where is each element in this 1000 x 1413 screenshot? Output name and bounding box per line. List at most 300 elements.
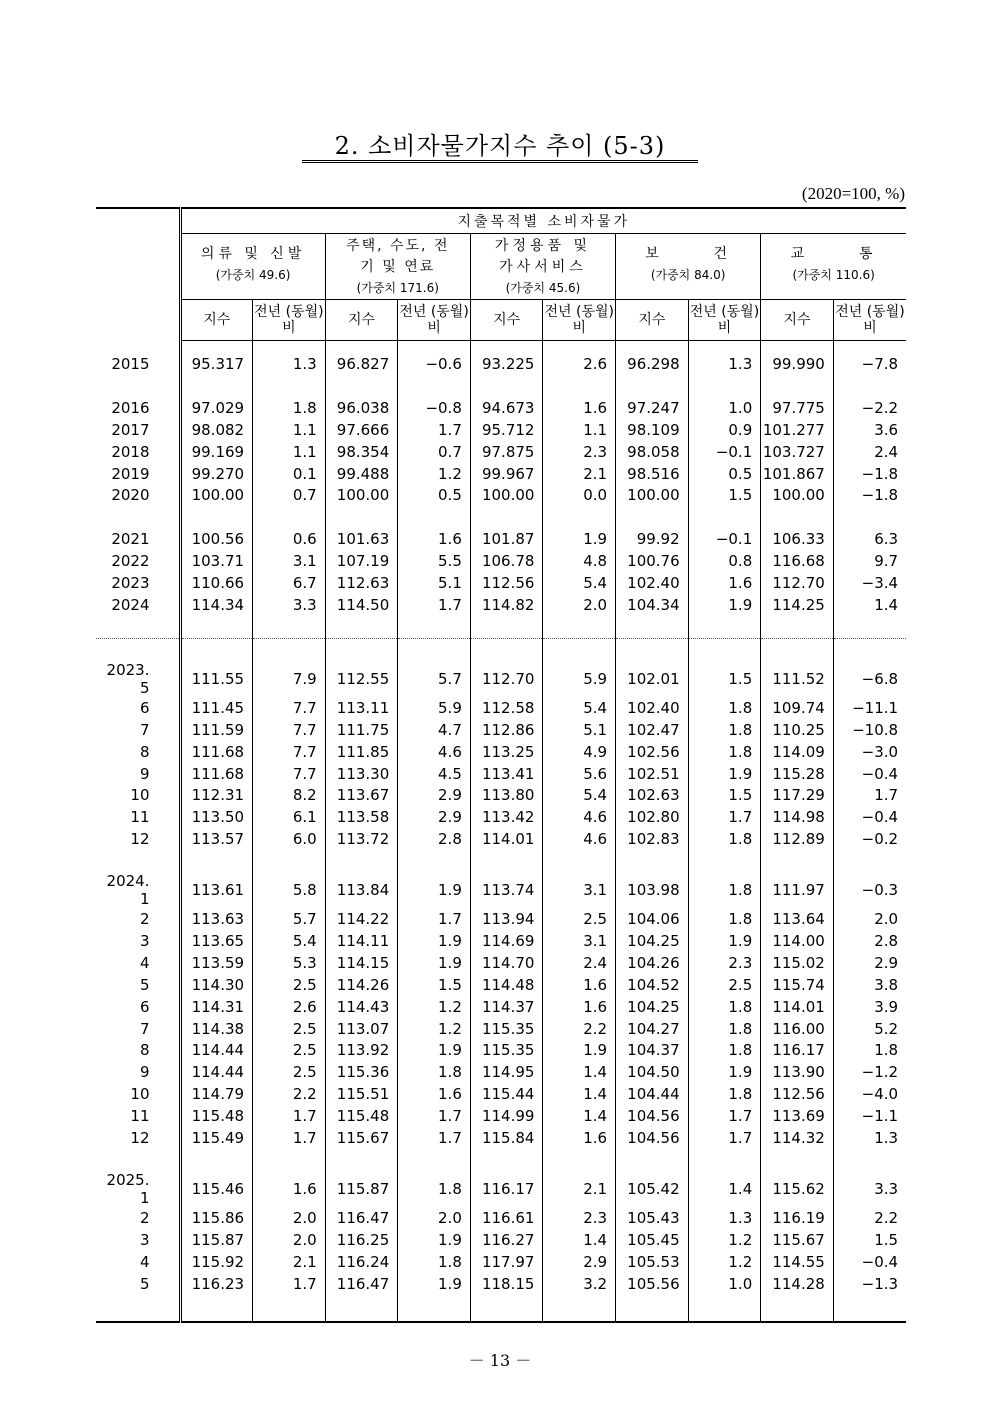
change-value: 1.9 bbox=[688, 1061, 761, 1083]
change-value: −1.8 bbox=[833, 484, 906, 506]
change-value: −1.8 bbox=[833, 463, 906, 485]
index-value: 114.38 bbox=[180, 1018, 253, 1040]
index-value: 113.64 bbox=[761, 908, 834, 930]
change-value: 2.1 bbox=[543, 463, 616, 485]
category-header bbox=[470, 234, 615, 300]
change-value: 7.7 bbox=[253, 741, 326, 763]
index-value: 104.25 bbox=[616, 996, 689, 1018]
change-value: 1.5 bbox=[688, 661, 761, 697]
change-value: 4.6 bbox=[543, 806, 616, 828]
table-row bbox=[96, 484, 906, 506]
index-value: 116.47 bbox=[325, 1207, 398, 1229]
change-value: 2.3 bbox=[688, 952, 761, 974]
change-value: 1.9 bbox=[398, 930, 471, 952]
table-row bbox=[96, 419, 906, 441]
index-value: 113.07 bbox=[325, 1018, 398, 1040]
index-value: 101.277 bbox=[761, 419, 834, 441]
change-value: 0.5 bbox=[398, 484, 471, 506]
change-value: 1.9 bbox=[398, 952, 471, 974]
index-value: 97.875 bbox=[470, 441, 543, 463]
index-value: 111.45 bbox=[180, 697, 253, 719]
category-weight: (가중치 49.6) bbox=[215, 268, 291, 282]
change-value: 1.7 bbox=[688, 1127, 761, 1149]
index-value: 99.967 bbox=[470, 463, 543, 485]
spacer-cell bbox=[616, 616, 689, 639]
index-value: 118.15 bbox=[470, 1273, 543, 1295]
spacer-cell bbox=[253, 375, 326, 397]
index-value: 111.68 bbox=[180, 741, 253, 763]
table-row bbox=[96, 741, 906, 763]
index-value: 93.225 bbox=[470, 353, 543, 375]
index-value: 102.63 bbox=[616, 784, 689, 806]
spacer-cell bbox=[253, 638, 326, 661]
change-value: 3.8 bbox=[833, 974, 906, 996]
spacer-cell bbox=[325, 1295, 398, 1322]
spacer-cell bbox=[543, 638, 616, 661]
index-value: 112.55 bbox=[325, 661, 398, 697]
change-value: 1.8 bbox=[688, 1083, 761, 1105]
change-value: 4.8 bbox=[543, 550, 616, 572]
change-value: 5.1 bbox=[543, 719, 616, 741]
spacer-cell bbox=[398, 638, 471, 661]
change-value: 2.4 bbox=[833, 441, 906, 463]
table-row bbox=[96, 1039, 906, 1061]
change-value: 7.7 bbox=[253, 719, 326, 741]
subheader-index: 지수 bbox=[470, 300, 543, 341]
subheader-change: 전년 (동월)비 bbox=[253, 300, 326, 341]
spacer-cell bbox=[96, 638, 180, 661]
period-label: 9 bbox=[139, 764, 150, 783]
index-value: 110.25 bbox=[761, 719, 834, 741]
table-row bbox=[96, 1127, 906, 1149]
index-value: 97.775 bbox=[761, 397, 834, 419]
spacer-cell bbox=[398, 1149, 471, 1171]
change-value: 2.0 bbox=[543, 594, 616, 616]
change-value: 2.5 bbox=[688, 974, 761, 996]
subheader-change: 전년 (동월)비 bbox=[543, 300, 616, 341]
spacer-cell bbox=[833, 616, 906, 639]
change-value: 3.1 bbox=[543, 872, 616, 908]
table-row bbox=[96, 397, 906, 419]
index-value: 116.17 bbox=[470, 1171, 543, 1207]
index-value: 114.98 bbox=[761, 806, 834, 828]
index-value: 104.25 bbox=[616, 930, 689, 952]
index-value: 112.70 bbox=[470, 661, 543, 697]
index-value: 112.63 bbox=[325, 572, 398, 594]
index-value: 113.25 bbox=[470, 741, 543, 763]
index-value: 116.68 bbox=[761, 550, 834, 572]
period-label: 2016 bbox=[111, 398, 150, 417]
change-value: 3.9 bbox=[833, 996, 906, 1018]
spacer-cell bbox=[761, 341, 834, 354]
change-value: 2.1 bbox=[543, 1171, 616, 1207]
spacer-cell bbox=[180, 1149, 253, 1171]
change-value: 2.3 bbox=[543, 441, 616, 463]
spacer-cell bbox=[398, 850, 471, 872]
cpi-table bbox=[96, 207, 906, 1323]
spacer-cell bbox=[325, 375, 398, 397]
change-value: 1.8 bbox=[688, 1039, 761, 1061]
index-value: 114.79 bbox=[180, 1083, 253, 1105]
index-value: 111.68 bbox=[180, 763, 253, 785]
spacer-cell bbox=[616, 375, 689, 397]
change-value: 2.4 bbox=[543, 952, 616, 974]
spacer-cell bbox=[325, 1149, 398, 1171]
index-value: 116.27 bbox=[470, 1229, 543, 1251]
change-value: 0.5 bbox=[688, 463, 761, 485]
change-value: 1.3 bbox=[688, 1207, 761, 1229]
table-row bbox=[96, 1251, 906, 1273]
index-value: 100.00 bbox=[761, 484, 834, 506]
index-value: 114.44 bbox=[180, 1039, 253, 1061]
change-value: 1.1 bbox=[543, 419, 616, 441]
index-value: 113.50 bbox=[180, 806, 253, 828]
index-value: 114.26 bbox=[325, 974, 398, 996]
index-value: 96.298 bbox=[616, 353, 689, 375]
index-value: 104.44 bbox=[616, 1083, 689, 1105]
spacer-cell bbox=[96, 1149, 180, 1171]
change-value: 1.7 bbox=[398, 908, 471, 930]
subheader-index: 지수 bbox=[761, 300, 834, 341]
index-value: 114.95 bbox=[470, 1061, 543, 1083]
spacer-cell bbox=[616, 850, 689, 872]
period-label: 2 bbox=[139, 1208, 150, 1227]
index-value: 100.00 bbox=[180, 484, 253, 506]
table-row bbox=[96, 872, 906, 908]
spacer-cell bbox=[688, 1149, 761, 1171]
change-value: 3.3 bbox=[253, 594, 326, 616]
change-value: 0.9 bbox=[688, 419, 761, 441]
category-weight: (가중치 84.0) bbox=[650, 268, 726, 282]
change-value: 1.7 bbox=[253, 1127, 326, 1149]
spacer-cell bbox=[180, 850, 253, 872]
index-value: 114.30 bbox=[180, 974, 253, 996]
table-row bbox=[96, 974, 906, 996]
period-label: 3 bbox=[139, 1230, 150, 1249]
category-header bbox=[616, 234, 761, 300]
spacer-cell bbox=[96, 616, 180, 639]
change-value: 2.8 bbox=[833, 930, 906, 952]
change-value: 1.7 bbox=[398, 419, 471, 441]
index-value: 114.15 bbox=[325, 952, 398, 974]
change-value: 1.6 bbox=[543, 996, 616, 1018]
spacer-cell bbox=[470, 1295, 543, 1322]
table-row bbox=[96, 719, 906, 741]
spacer-cell bbox=[470, 375, 543, 397]
change-value: 1.4 bbox=[543, 1105, 616, 1127]
period-label: 8 bbox=[139, 1041, 150, 1060]
index-value: 99.990 bbox=[761, 353, 834, 375]
index-value: 114.55 bbox=[761, 1251, 834, 1273]
change-value: 2.9 bbox=[833, 952, 906, 974]
table-row bbox=[96, 1061, 906, 1083]
change-value: 1.9 bbox=[398, 872, 471, 908]
spacer-cell bbox=[253, 616, 326, 639]
index-value: 97.029 bbox=[180, 397, 253, 419]
change-value: 1.6 bbox=[543, 974, 616, 996]
change-value: 1.6 bbox=[398, 528, 471, 550]
change-value: 0.1 bbox=[253, 463, 326, 485]
spacer-cell bbox=[688, 375, 761, 397]
index-value: 107.19 bbox=[325, 550, 398, 572]
index-value: 106.78 bbox=[470, 550, 543, 572]
change-value: 1.9 bbox=[688, 763, 761, 785]
change-value: 1.9 bbox=[543, 1039, 616, 1061]
table-row bbox=[96, 908, 906, 930]
spacer-cell bbox=[96, 341, 180, 354]
period-label: 3 bbox=[139, 931, 150, 950]
change-value: 5.9 bbox=[543, 661, 616, 697]
index-value: 111.59 bbox=[180, 719, 253, 741]
change-value: 1.8 bbox=[688, 908, 761, 930]
change-value: 5.1 bbox=[398, 572, 471, 594]
index-value: 104.34 bbox=[616, 594, 689, 616]
index-value: 115.87 bbox=[325, 1171, 398, 1207]
spacer-cell bbox=[470, 616, 543, 639]
spacer-cell bbox=[96, 375, 180, 397]
period-label: 2018 bbox=[111, 442, 150, 461]
table-body bbox=[96, 341, 906, 1322]
change-value: 2.6 bbox=[253, 996, 326, 1018]
change-value: −3.4 bbox=[833, 572, 906, 594]
change-value: −0.4 bbox=[833, 763, 906, 785]
index-value: 98.058 bbox=[616, 441, 689, 463]
index-value: 116.25 bbox=[325, 1229, 398, 1251]
spacer-cell bbox=[325, 341, 398, 354]
change-value: 3.1 bbox=[543, 930, 616, 952]
change-value: 2.9 bbox=[543, 1251, 616, 1273]
group-header: 지출목적별 소비자물가 bbox=[180, 208, 906, 234]
category-name: 의류 및 신발 bbox=[200, 246, 306, 262]
spacer-cell bbox=[616, 506, 689, 528]
period-label: 2025. 1 bbox=[106, 1170, 150, 1207]
change-value: 3.1 bbox=[253, 550, 326, 572]
change-value: −0.3 bbox=[833, 872, 906, 908]
change-value: 1.8 bbox=[398, 1171, 471, 1207]
change-value: 2.9 bbox=[398, 806, 471, 828]
change-value: 1.8 bbox=[688, 828, 761, 850]
index-value: 115.74 bbox=[761, 974, 834, 996]
change-value: 2.0 bbox=[253, 1229, 326, 1251]
change-value: −0.1 bbox=[688, 528, 761, 550]
period-label: 9 bbox=[139, 1063, 150, 1082]
index-value: 114.69 bbox=[470, 930, 543, 952]
index-value: 104.56 bbox=[616, 1127, 689, 1149]
table-row bbox=[96, 930, 906, 952]
period-label: 2015 bbox=[111, 354, 150, 373]
index-value: 114.82 bbox=[470, 594, 543, 616]
index-value: 97.247 bbox=[616, 397, 689, 419]
index-value: 111.85 bbox=[325, 741, 398, 763]
change-value: 5.5 bbox=[398, 550, 471, 572]
change-value: 1.8 bbox=[833, 1039, 906, 1061]
change-value: 2.5 bbox=[253, 1039, 326, 1061]
index-value: 115.86 bbox=[180, 1207, 253, 1229]
index-value: 98.082 bbox=[180, 419, 253, 441]
index-value: 111.75 bbox=[325, 719, 398, 741]
change-value: 7.9 bbox=[253, 661, 326, 697]
category-name: 교 통 bbox=[790, 246, 877, 262]
change-value: 1.2 bbox=[688, 1251, 761, 1273]
change-value: 2.2 bbox=[543, 1018, 616, 1040]
change-value: −0.2 bbox=[833, 828, 906, 850]
index-value: 114.37 bbox=[470, 996, 543, 1018]
spacer-cell bbox=[688, 506, 761, 528]
change-value: −2.2 bbox=[833, 397, 906, 419]
change-value: 3.6 bbox=[833, 419, 906, 441]
index-value: 111.55 bbox=[180, 661, 253, 697]
change-value: 5.6 bbox=[543, 763, 616, 785]
table-row bbox=[96, 952, 906, 974]
change-value: 1.8 bbox=[688, 719, 761, 741]
change-value: 6.7 bbox=[253, 572, 326, 594]
table-row bbox=[96, 353, 906, 375]
table-row bbox=[96, 1207, 906, 1229]
spacer-cell bbox=[833, 341, 906, 354]
page-number: － 13 － bbox=[468, 1351, 532, 1370]
subheader-index: 지수 bbox=[616, 300, 689, 341]
change-value: 1.6 bbox=[543, 1127, 616, 1149]
change-value: −0.6 bbox=[398, 353, 471, 375]
change-value: 5.4 bbox=[543, 784, 616, 806]
table-row bbox=[96, 784, 906, 806]
period-label: 2024. 1 bbox=[106, 872, 150, 909]
period-label: 10 bbox=[130, 1085, 150, 1104]
change-value: 1.4 bbox=[833, 594, 906, 616]
index-value: 114.44 bbox=[180, 1061, 253, 1083]
index-value: 102.47 bbox=[616, 719, 689, 741]
index-value: 115.36 bbox=[325, 1061, 398, 1083]
change-value: 1.0 bbox=[688, 397, 761, 419]
change-value: 1.7 bbox=[253, 1273, 326, 1295]
change-value: 1.7 bbox=[398, 594, 471, 616]
index-value: 103.71 bbox=[180, 550, 253, 572]
index-value: 115.51 bbox=[325, 1083, 398, 1105]
index-value: 112.58 bbox=[470, 697, 543, 719]
index-value: 94.673 bbox=[470, 397, 543, 419]
spacer-cell bbox=[398, 506, 471, 528]
spacer-cell bbox=[761, 506, 834, 528]
index-value: 115.87 bbox=[180, 1229, 253, 1251]
index-value: 100.00 bbox=[616, 484, 689, 506]
index-value: 104.27 bbox=[616, 1018, 689, 1040]
change-value: 1.9 bbox=[543, 528, 616, 550]
page-title: 2. 소비자물가지수 추이 (5-3) bbox=[334, 132, 666, 160]
index-value: 113.57 bbox=[180, 828, 253, 850]
change-value: 2.6 bbox=[543, 353, 616, 375]
table-row bbox=[96, 594, 906, 616]
spacer-cell bbox=[470, 341, 543, 354]
index-value: 117.97 bbox=[470, 1251, 543, 1273]
index-value: 111.52 bbox=[761, 661, 834, 697]
change-value: 5.3 bbox=[253, 952, 326, 974]
change-value: 6.0 bbox=[253, 828, 326, 850]
index-value: 115.46 bbox=[180, 1171, 253, 1207]
change-value: 0.7 bbox=[253, 484, 326, 506]
index-value: 100.76 bbox=[616, 550, 689, 572]
spacer-cell bbox=[398, 616, 471, 639]
change-value: 1.6 bbox=[543, 397, 616, 419]
change-value: 1.9 bbox=[688, 594, 761, 616]
index-value: 98.109 bbox=[616, 419, 689, 441]
table-row bbox=[96, 1018, 906, 1040]
period-label: 8 bbox=[139, 742, 150, 761]
index-value: 113.67 bbox=[325, 784, 398, 806]
index-value: 102.56 bbox=[616, 741, 689, 763]
spacer-cell bbox=[398, 1295, 471, 1322]
index-value: 113.61 bbox=[180, 872, 253, 908]
change-value: 1.8 bbox=[688, 872, 761, 908]
change-value: 2.5 bbox=[253, 974, 326, 996]
index-value: 100.00 bbox=[325, 484, 398, 506]
category-header bbox=[180, 234, 325, 300]
change-value: −4.0 bbox=[833, 1083, 906, 1105]
spacer-cell bbox=[470, 1149, 543, 1171]
table-row bbox=[96, 1105, 906, 1127]
period-label: 5 bbox=[139, 975, 150, 994]
index-value: 104.26 bbox=[616, 952, 689, 974]
spacer-cell bbox=[688, 616, 761, 639]
spacer-cell bbox=[96, 1295, 180, 1322]
spacer-cell bbox=[761, 638, 834, 661]
spacer-cell bbox=[761, 375, 834, 397]
spacer-cell bbox=[325, 638, 398, 661]
index-value: 113.94 bbox=[470, 908, 543, 930]
index-value: 109.74 bbox=[761, 697, 834, 719]
change-value: 1.7 bbox=[398, 1127, 471, 1149]
index-value: 112.31 bbox=[180, 784, 253, 806]
change-value: 4.7 bbox=[398, 719, 471, 741]
change-value: 5.4 bbox=[253, 930, 326, 952]
index-value: 101.63 bbox=[325, 528, 398, 550]
index-value: 113.84 bbox=[325, 872, 398, 908]
index-value: 105.53 bbox=[616, 1251, 689, 1273]
change-value: −1.2 bbox=[833, 1061, 906, 1083]
change-value: 1.7 bbox=[833, 784, 906, 806]
category-name: 주택, 수도, 전기 및 연료 bbox=[346, 238, 450, 275]
index-value: 113.41 bbox=[470, 763, 543, 785]
spacer-cell bbox=[96, 506, 180, 528]
change-value: 1.3 bbox=[688, 353, 761, 375]
index-value: 102.40 bbox=[616, 697, 689, 719]
spacer-cell bbox=[616, 1295, 689, 1322]
index-value: 111.97 bbox=[761, 872, 834, 908]
index-value: 116.23 bbox=[180, 1273, 253, 1295]
spacer-cell bbox=[253, 1149, 326, 1171]
change-value: 5.8 bbox=[253, 872, 326, 908]
index-value: 115.92 bbox=[180, 1251, 253, 1273]
change-value: 2.5 bbox=[253, 1018, 326, 1040]
index-value: 105.45 bbox=[616, 1229, 689, 1251]
period-label: 2022 bbox=[111, 552, 150, 571]
index-value: 115.44 bbox=[470, 1083, 543, 1105]
change-value: 7.7 bbox=[253, 697, 326, 719]
change-value: 2.5 bbox=[543, 908, 616, 930]
subheader-change: 전년 (동월)비 bbox=[688, 300, 761, 341]
change-value: −10.8 bbox=[833, 719, 906, 741]
index-value: 116.19 bbox=[761, 1207, 834, 1229]
period-label: 2019 bbox=[111, 464, 150, 483]
index-value: 114.25 bbox=[761, 594, 834, 616]
change-value: 0.8 bbox=[688, 550, 761, 572]
change-value: 1.4 bbox=[543, 1061, 616, 1083]
table-row bbox=[96, 661, 906, 697]
category-weight: (가중치 45.6) bbox=[505, 281, 581, 295]
index-value: 113.11 bbox=[325, 697, 398, 719]
category-name: 보 건 bbox=[645, 246, 732, 262]
index-value: 115.35 bbox=[470, 1018, 543, 1040]
spacer-cell bbox=[543, 1295, 616, 1322]
